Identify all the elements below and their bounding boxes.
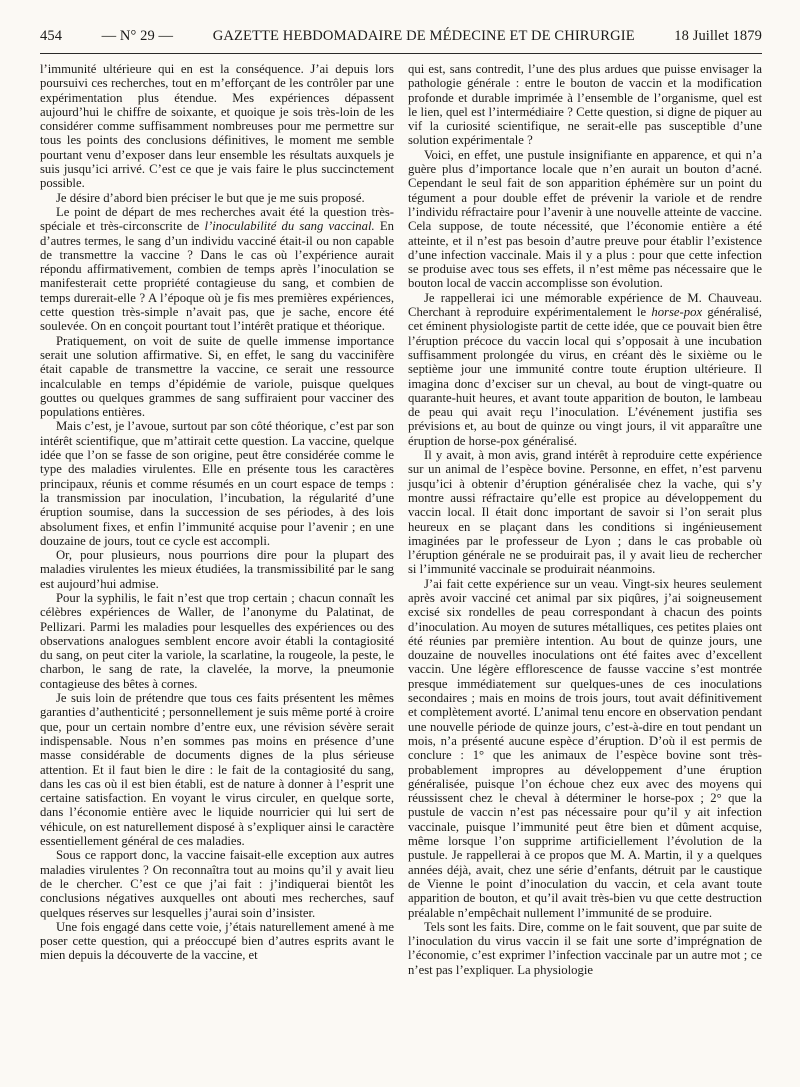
paragraph: Voici, en effet, une pustule insignifiante en apparence, et qui n’a guère plus d’importance locale que n’en aurait un bouton d’acné. Cependant le seul fait de son apparition éphémère sur un point du tégument a pour double effet de prévenir la variole et de rendre l’individu réfractaire pour l’avenir à une nouvelle atteinte de vaccine. Cela suppose, de toute nécessité, que l’économie entière a été atteinte, et il n’est pas besoin d’autre preuve pour établir l’existence d’une infection vaccinale. Mais il y a plus : pour que cette infection se produise avec tous ses effets, il n’est même pas nécessaire que le bouton local de vaccin accomplisse son évolution. — [408, 147, 762, 291]
left-column — [40, 62, 394, 977]
paragraph: l’immunité ultérieure qui en est la conséquence. J’ai depuis lors poursuivi ces recherches, tout en m’efforçant de les contrôler par une expérimentation plus étendue. Mes expériences dépassent aujourd’hui le chiffre de soixante, et quoique je sois très-loin de les considérer comme suffisamment nombreuses pour me permettre sur tous les points des conclusions définitives, le moment me semble pourtant venu d’exposer dans leur ensemble les résultats auxquels je suis jusqu’ici arrivé. C’est ce que je vais faire le plus succinctement possible. — [40, 62, 394, 191]
text-run: Je rappellerai ici une mémorable expérience de M. Chauveau. Cherchant à reproduire expérimentalement le — [408, 290, 762, 320]
paragraph: Mais c’est, je l’avoue, surtout par son côté théorique, c’est par son intérêt scientifique, que m’attirait cette question. La vaccine, quelque idée que l’on se fasse de son origine, peut être considérée comme le type des maladies virulentes. Elle en présente tous les caractères principaux, réunis et comme résumés en un court espace de temps : la transmission par inoculation, l’incubation, la régularité d’une éruption soumise, dans la succession de ses périodes, à des lois absolument fixes, et enfin l’immunité acquise pour l’avenir ; en une douzaine de jours, tout ce cycle est accompli. — [40, 419, 394, 548]
article-body — [40, 62, 762, 977]
text-run: En d’autres termes, le sang d’un individu vacciné était-il ou non capable de transmettre la vaccine ? Dans le cas où l’expérience aurait répondu affirmativement, combien de temps après l’inoculation se manifesterait cette propriété contagieuse du sang, et combien de temps durerait-elle ? A l’époque où je fis mes premières expériences, cette question très-simple n’avait pas, que je sache, encore été soulevée. On en conçoit pourtant tout l’intérêt pratique et théorique. — [40, 219, 394, 334]
header-rule — [40, 53, 762, 54]
running-header — [40, 28, 762, 45]
emphasis-text: l’inoculabilité du sang vaccinal. — [204, 219, 375, 234]
paragraph: Or, pour plusieurs, nous pourrions dire pour la plupart des maladies virulentes les mieux étudiées, la transmissibilité par le sang est aujourd’hui admise. — [40, 548, 394, 591]
paragraph — [40, 205, 394, 334]
paragraph: Sous ce rapport donc, la vaccine faisait-elle exception aux autres maladies virulentes ? On reconnaîtra tout au moins qu’il y avait lieu de le chercher. C’est ce que j’ai fait : j’indiquerai bientôt les conclusions négatives auxquelles ont abouti mes recherches, sauf quelques réserves sur lesquelles j’aurai soin d’insister. — [40, 848, 394, 920]
page-number: 454 — [40, 28, 63, 44]
paragraph: Je suis loin de prétendre que tous ces faits présentent les mêmes garanties d’authenticité ; personnellement je suis même porté à croire que, pour un certain nombre d’entre eux, une révision sévère serait indispensable. Nous n’en sommes pas moins en présence d’une masse considérable de documents dignes de la plus sérieuse attention. Et il faut bien le dire : le fait de la contagiosité du sang, dans les cas où il est bien établi, est de nature à donner à l’esprit une certaine satisfaction. En voyant le virus circuler, en quelque sorte, dans l’économie entière avec le liquide nourricier qui lui sert de véhicule, on est naturellement disposé à s’expliquer ainsi le caractère essentiellement général de ces maladies. — [40, 691, 394, 849]
emphasis-text: horse-pox — [651, 305, 703, 320]
text-run: généralisé, cet éminent physiologiste partit de cette idée, que ce pouvait bien être l’éruption précoce du vaccin local qui s’opposait à une incubation suffisamment prolongée du virus, en créant dès le sixième ou le septième jour une immunité contre toute éruption ultérieure. Il imagina donc d’exciser sur un cheval, au bout de vingt-quatre ou quarante-huit heures, et avant toute apparition de bouton, le lambeau de peau qui avait reçu l’inoculation. L’événement justifia ses prévisions et, au bout de quinze ou vingt jours, il vit apparaître une éruption de horse-pox généralisé. — [408, 305, 762, 448]
paragraph — [408, 291, 762, 448]
paragraph: Pratiquement, on voit de suite de quelle immense importance serait une solution affirmative. Si, en effet, le sang du vaccinifère était capable de transmettre la vaccine, ce serait une ressource incalculable en temps d’épidémie de variole, puisque quelques gouttes ou quelques grammes de sang suffiraient pour vacciner des populations entières. — [40, 333, 394, 420]
paragraph: Pour la syphilis, le fait n’est que trop certain ; chacun connaît les célèbres expériences de Waller, de l’anonyme du Palatinat, de Pellizari. Parmi les maladies pour lesquelles des expériences ou des observations analogues semblent encore avoir établi la contagiosité du sang, on peut citer la variole, la scarlatine, la rougeole, la peste, le charbon, le sang de rate, la clavelée, la morve, la pneumonie contagieuse des bêtes à cornes. — [40, 590, 394, 691]
paragraph: Il y avait, à mon avis, grand intérêt à reproduire cette expérience sur un animal de l’espèce bovine. Personne, en effet, n’est parvenu jusqu’ici à obtenir d’éruption généralisée chez la vache, qui s’y montre aussi réfractaire qu’elle est propice au développement du vaccin local. Il était donc important de savoir si l’on serait plus heureux en se plaçant dans les conditions si ingénieusement imaginées par le professeur de Lyon ; dans le cas probable où l’éruption générale ne se produirait pas, il y avait lieu de rechercher si l’immunité vaccinale se produirait néanmoins. — [408, 448, 762, 577]
paragraph: J’ai fait cette expérience sur un veau. Vingt-six heures seulement après avoir vacciné cet animal par six piqûres, j’ai soigneusement excisé six rondelles de peau correspondant à chacun des points d’inoculation. Au moyen de sutures métalliques, ces petites plaies ont été réunies par première intention. Au bout de quinze jours, une douzaine de nouvelles inoculations ont été faites avec d’excellent vaccin. Une légère efflorescence de fausse vaccine s’est montrée presque immédiatement sur quelques-unes de ces inoculations secondaires ; mais en moins de trois jours, tout avait définitivement et complètement avorté. L’animal tenu encore en observation pendant une nouvelle période de quinze jours, c’est-à-dire en tout pendant un mois, n’a présenté aucune espèce d’éruption. D’où il est permis de conclure : 1° que les animaux de l’espèce bovine sont très-probablement impropres au développement d’une éruption généralisée, puisque l’on échoue chez eux avec des moyens qui réussissent chez le cheval à déterminer le horse-pox ; 2° que la pustule de vaccin n’est pas nécessaire pour qu’il y ait infection vaccinale, puisque l’immunité peut être bien et dûment acquise, même lorsque l’on supprime artificiellement l’évolution de la pustule. Je rappellerai à ce propos que M. A. Martin, il y a quelques années déjà, avait, chez une série d’enfants, détruit par le caustique de Vienne le point d’inoculation du vaccin, et cela avant toute apparition de bouton, et qu’il avait très-bien vu que cette destruction préalable n’empêchait nullement l’immunité de se produire. — [408, 576, 762, 920]
paragraph: Je désire d’abord bien préciser le but que je me suis proposé. — [56, 190, 365, 205]
paragraph: qui est, sans contredit, l’une des plus ardues que puisse envisager la pathologie générale : entre le bouton de vaccin et la modification profonde et durable imprimée à l’ensemble de l’organisme, quel est le lien, quel est l’intermédiaire ? Cette question, si digne de piquer au vif la curiosité scientifique, ne serait-elle pas susceptible d’une solution expérimentale ? — [408, 62, 762, 148]
paragraph: Une fois engagé dans cette voie, j’étais naturellement amené à me poser cette question, qui a préoccupé bien d’autres esprits avant le mien depuis la découverte de la vaccine, et — [40, 919, 394, 963]
issue-date: 18 Juillet 1879 — [674, 28, 762, 44]
journal-title: GAZETTE HEBDOMADAIRE DE MÉDECINE ET DE CHIRURGIE — [212, 28, 635, 44]
paragraph: Tels sont les faits. Dire, comme on le fait souvent, que par suite de l’inoculation du virus vaccin il se fait une sorte d’imprégnation de l’économie, c’est exprimer l’infection vaccinale par un autre mot ; ce n’est pas l’expliquer. La physiologie — [408, 919, 762, 977]
issue-number: — N° 29 — — [101, 28, 174, 44]
right-column — [408, 62, 762, 977]
text-run: Le point de départ de mes recherches avait été la question très-spéciale et très-circonscrite de — [40, 204, 394, 234]
